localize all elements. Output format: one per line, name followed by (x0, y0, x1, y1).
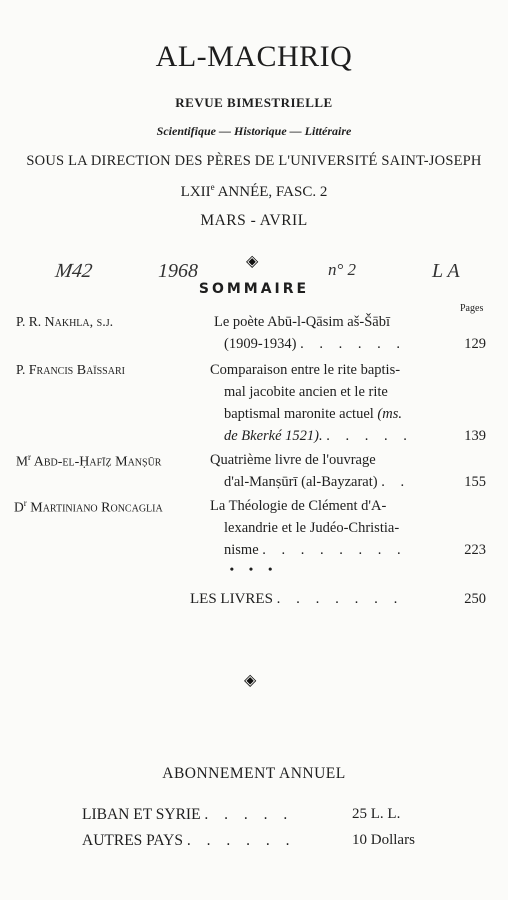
pages-label: Pages (460, 303, 484, 314)
bottom-ornament-icon: ◈ (244, 672, 257, 689)
abonnement-row-value: 10 Dollars (352, 832, 415, 848)
journal-subtitle: REVUE BIMESTRIELLE (175, 95, 333, 110)
entry-title-line: baptismal maronite actuel (ms. (224, 406, 402, 422)
entry-title-line: lexandrie et le Judéo-Christia- (224, 520, 400, 536)
handwritten-number: n° 2 (328, 260, 357, 279)
entry-author: $M^r$ Abd-el-Ḥafīẓ Manṣūr (16, 452, 162, 470)
entry-page: 155 (464, 474, 486, 490)
journal-direction: SOUS LA DIRECTION DES PÈRES DE L'UNIVERSITÉ SAINT-JOSEPH (26, 153, 482, 169)
issue-period: MARS - AVRIL (200, 212, 308, 229)
abonnement-heading: ABONNEMENT ANNUEL (162, 765, 346, 782)
top-ornament-icon: ◈ (246, 253, 259, 270)
entry-title-line: Le poète Abū-l-Qāsim aš-Šābī (214, 314, 390, 330)
handwritten-year: 1968 (158, 260, 198, 282)
livres-entry: LES LIVRES . . . . . . . (190, 591, 404, 607)
entry-author: P. R. Nakhla, s.j. (16, 314, 114, 330)
journal-categories: Scientifique — Historique — Littéraire (156, 124, 352, 138)
entry-page: 139 (464, 428, 486, 444)
abonnement-row-label: AUTRES PAYS . . . . . . (82, 832, 296, 849)
entry-page: 223 (464, 542, 486, 558)
entry-title-line: d'al-Manṣūrī (al-Bayzarat) . . (224, 474, 411, 490)
entry-title-line: La Théologie de Clément d'A- (210, 498, 387, 514)
entry-author: $D^r$ Martiniano Roncaglia (14, 498, 163, 516)
entry-title-line: Comparaison entre le rite baptis- (210, 362, 401, 378)
section-separator: • • • (229, 562, 279, 576)
entry-title-line: nisme . . . . . . . . (224, 542, 407, 558)
entry-title-line: Quatrième livre de l'ouvrage (210, 452, 376, 468)
entry-title-line: (1909-1934) . . . . . . (224, 336, 406, 352)
livres-page: 250 (464, 591, 486, 607)
handwritten-call-number: M42 (53, 260, 94, 282)
journal-title: AL-MACHRIQ (155, 40, 353, 73)
entry-title-line: de Bkerké 1521). . . . . . (224, 428, 413, 444)
entry-page: 129 (464, 336, 486, 352)
entry-title-line: mal jacobite ancien et le rite (224, 384, 388, 400)
entry-author: P. Francis Baïssari (16, 362, 125, 378)
sommaire-heading: SOMMAIRE (198, 281, 310, 297)
handwritten-initials: L A (432, 260, 460, 282)
abonnement-row-value: 25 L. L. (352, 806, 401, 822)
abonnement-row-label: LIBAN ET SYRIE . . . . . (82, 806, 294, 823)
issue-year-fascicle: LXIIe ANNÉE, FASC. 2 (180, 182, 328, 200)
